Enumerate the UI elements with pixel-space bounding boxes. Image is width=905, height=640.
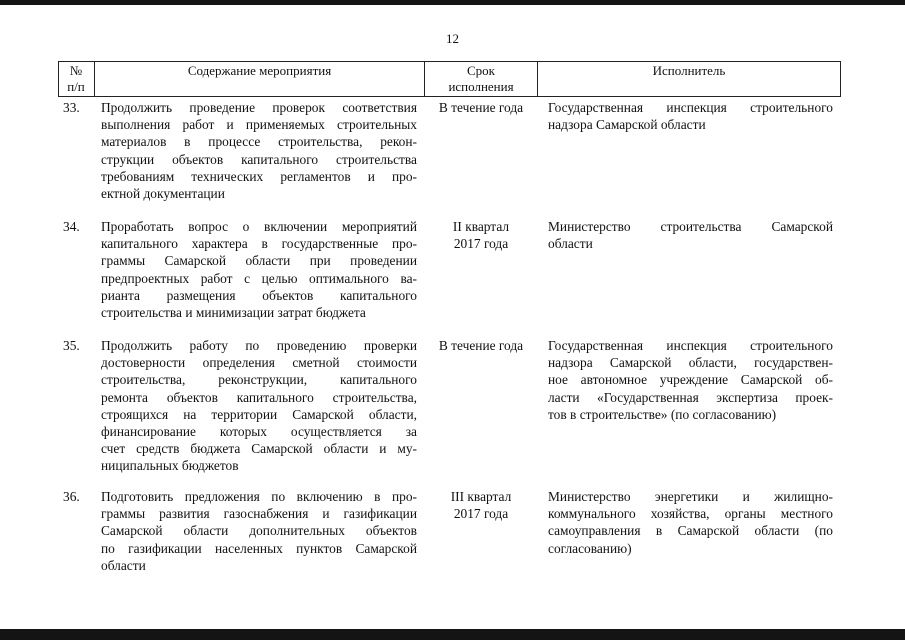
table-header-bottom-rule: [58, 96, 841, 97]
header-term-line: исполнения: [448, 79, 514, 94]
content-line: строящихся на территории Самарской области,: [101, 406, 417, 422]
content-line: граммы развития газоснабжения и газификации: [101, 506, 417, 522]
row-term: [429, 488, 533, 522]
content-line: строительства и минимизации затрат бюджета: [101, 305, 366, 321]
term-line: 2017 года: [453, 506, 509, 522]
executor-line: коммунального хозяйства, органы местного: [548, 506, 833, 522]
header-term: [425, 63, 537, 95]
content-line: Проработать вопрос о включении мероприятий: [101, 219, 417, 234]
scan-border-bottom: [0, 629, 905, 640]
content-line: требованиям технических регламентов и про-: [101, 168, 417, 184]
content-line: Продолжить работу по проведению проверки: [101, 338, 417, 353]
content-line: материалов в процессе строительства, рекон-: [101, 134, 417, 150]
row-executor: [548, 488, 833, 557]
row-content: [101, 488, 417, 574]
executor-line: надзора Самарской области, государствен-: [548, 355, 833, 371]
row-content: [101, 337, 417, 475]
header-num-line: п/п: [67, 79, 85, 94]
content-line: ектной документации: [101, 186, 225, 202]
content-line: по газификации населенных пунктов Самарской: [101, 540, 417, 556]
content-line: Подготовить предложения по включению в про-: [101, 489, 417, 504]
header-content: Содержание мероприятия: [187, 63, 332, 78]
executor-line: самоуправления в Самарской области (по: [548, 523, 833, 539]
row-content: [101, 99, 417, 202]
content-line: Самарской области дополнительных объектов: [101, 523, 417, 539]
executor-line: Государственная инспекция строительного: [548, 100, 833, 115]
executor-line: надзора Самарской области: [548, 117, 706, 133]
row-term: [429, 99, 533, 116]
table-header-top-rule: [58, 61, 841, 62]
content-line: строительства, реконструкции, капитального: [101, 372, 417, 388]
row-content: [101, 218, 417, 321]
content-line: граммы Самарской области при проведении: [101, 253, 417, 269]
content-line: капитального характера в государственные про-: [101, 236, 417, 252]
content-line: ниципальных бюджетов: [101, 458, 239, 474]
content-line: предпроектных работ с целью оптимального ва-: [101, 270, 417, 286]
content-line: струкции объектов капитального строительства: [101, 151, 417, 167]
row-number: 36.: [63, 489, 80, 504]
executor-line: ное автономное учреждение Самарской об-: [548, 372, 833, 388]
scan-border-top: [0, 0, 905, 5]
executor-line: согласованию): [548, 540, 632, 556]
header-num: [58, 63, 94, 95]
term-line: III квартал: [450, 489, 512, 504]
executor-line: Министерство энергетики и жилищно-: [548, 489, 833, 504]
term-line: 2017 года: [453, 236, 509, 252]
executor-line: Государственная инспекция строительного: [548, 338, 833, 353]
executor-line: Министерство строительства Самарской: [548, 219, 833, 234]
executor-line: ласти «Государственная экспертиза проек-: [548, 389, 833, 405]
term-line: В течение года: [438, 100, 524, 115]
row-number: 33.: [63, 100, 80, 115]
page-number: 12: [446, 31, 459, 46]
header-term-line: Срок: [467, 63, 495, 78]
row-term: [429, 218, 533, 252]
executor-line: области: [548, 236, 593, 252]
content-line: рианта размещения объектов капитального: [101, 287, 417, 303]
content-line: счет средств бюджета Самарской области и му-: [101, 441, 417, 457]
table-border-right: [840, 61, 841, 96]
term-line: II квартал: [452, 219, 510, 234]
row-executor: [548, 99, 833, 133]
row-number: 34.: [63, 219, 80, 234]
content-line: выполнения работ и применяемых строительных: [101, 117, 417, 133]
header-num-line: №: [69, 63, 83, 78]
executor-line: тов в строительстве» (по согласованию): [548, 406, 777, 422]
row-term: [429, 337, 533, 354]
content-line: области: [101, 557, 146, 573]
header-executor: Исполнитель: [652, 63, 726, 78]
content-line: достоверности определения сметной стоимости: [101, 355, 417, 371]
content-line: Продолжить проведение проверок соответствия: [101, 100, 417, 115]
row-executor: [548, 337, 833, 423]
row-number: 35.: [63, 338, 80, 353]
row-executor: [548, 218, 833, 252]
content-line: ремонта объектов капитального строительства,: [101, 389, 417, 405]
content-line: финансирование которых осуществляется за: [101, 424, 417, 440]
term-line: В течение года: [438, 338, 524, 353]
